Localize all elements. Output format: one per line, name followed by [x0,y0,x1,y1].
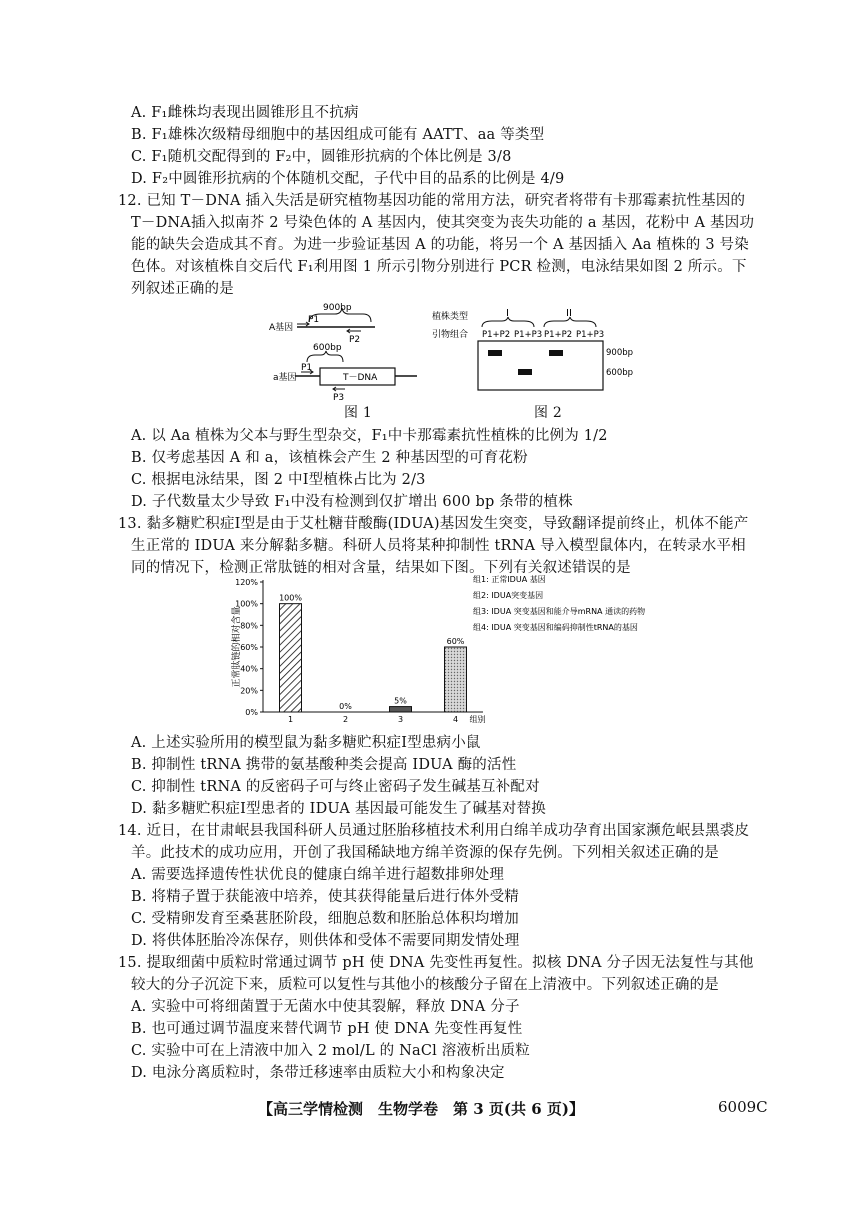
fig1-600bp-label: 600bp [313,343,342,353]
bars [279,594,466,712]
fig2-caption: 图 2 [534,405,562,421]
fig2-type2-label: II [566,308,572,319]
fig1-caption: 图 1 [344,405,372,421]
y-tick-label: 60% [240,643,258,652]
fig1-900bp-label: 900bp [323,303,352,313]
fig1-p1-label: P1 [308,315,320,325]
q12-stem-line: 能的缺失会造成其不育。为进一步验证基因 A 的功能，将另一个 A 基因插入 Aa 植株的 3 号染 [131,237,749,253]
fig2-primer-2: P1+P3 [514,330,543,340]
legend-entry: 组1: 正常IDUA 基因 [473,575,546,584]
q13-stem-line: 同的情况下，检测正常肽链的相对含量，结果如下图。下列有关叙述错误的是 [131,560,631,576]
fig1-a-gene-label: A基因 [269,323,294,333]
y-tick-label: 0% [245,708,258,717]
q11-option-d: D. F₂中圆锥形抗病的个体随机交配，子代中目的品系的比例是 4/9 [131,171,565,187]
legend-entry: 组3: IDUA 突变基因和能介导mRNA 通读的药物 [473,607,646,616]
q13-option-d: D. 黏多糖贮积症Ⅰ型患者的 IDUA 基因最可能发生了碱基对替换 [131,801,546,817]
q13-stem-line: 生正常的 IDUA 来分解黏多糖。科研人员将某种抑制性 tRNA 导入模型鼠体内，在转录水平相 [131,538,746,554]
page-footer: 【高三学情检测 生物学卷 第 3 页(共 6 页)】 [258,1100,584,1118]
y-tick-label: 20% [240,686,258,696]
q14-option-c: C. 受精卵发育至桑葚胚阶段，细胞总数和胚胎总体积均增加 [131,911,519,927]
q13-option-b: B. 抑制性 tRNA 携带的氨基酸种类会提高 IDUA 酶的活性 [131,757,517,773]
q12-option-c: C. 根据电泳结果，图 2 中Ⅰ型植株占比为 2/3 [131,472,426,488]
q14-option-a: A. 需要选择遗传性状优良的健康白绵羊进行超数排卵处理 [131,867,505,883]
bar-group-4 [445,647,467,712]
fig2-type1-label: I [506,308,509,319]
fig2-band-lane1-900 [488,350,502,356]
q14-stem-line: 14. 近日，在甘肃岷县我国科研人员通过胚胎移植技术利用白绵羊成功孕育出国家濒危岷县黑裘皮 [118,823,750,839]
fig2-band-lane3-900 [549,350,563,356]
fig2-row1-label: 植株类型 [432,312,469,322]
q12-option-d: D. 子代数量太少导致 F₁中没有检测到仅扩增出 600 bp 条带的植株 [131,494,573,510]
q13-option-a: A. 上述实验所用的模型鼠为黏多糖贮积症Ⅰ型患病小鼠 [131,735,481,751]
x-axis-title: 组别 [469,715,486,724]
bar-data-label: 100% [279,593,302,603]
q12-stem-line: 12. 已知 T－DNA 插入失活是研究植物基因功能的常用方法，研究者将带有卡那霉素抗性基因的 [118,193,746,209]
q11-option-a: A. F₁雌株均表现出圆锥形且不抗病 [131,105,359,121]
x-axis [263,712,486,724]
fig1-p2-label: P2 [349,335,361,345]
q12-stem-line: T－DNA插入拟南芥 2 号染色体的 A 基因内，使其突变为丧失功能的 a 基因，花粉中 A 基因功 [131,215,755,231]
q13-bar-chart [225,572,695,732]
q12-option-b: B. 仅考虑基因 A 和 a，该植株会产生 2 种基因型的可育花粉 [131,450,528,466]
q15-option-b: B. 也可通过调节温度来替代调节 pH 使 DNA 先变性再复性 [131,1021,523,1037]
y-tick-label: 80% [240,621,258,631]
bar-data-label: 0% [339,702,352,711]
q15-option-a: A. 实验中可将细菌置于无菌水中使其裂解，释放 DNA 分子 [131,999,520,1015]
q15-stem-line: 较大的分子沉淀下来，质粒可以复性与其他小的核酸分子留在上清液中。下列叙述正确的是 [131,977,719,993]
fig1-a-mut-label: a基因 [273,373,297,383]
x-tick-label: 4 [452,715,459,724]
paper-code: 6009C [718,1098,768,1116]
y-tick-label: 100% [235,599,258,609]
legend-entry: 组4: IDUA 突变基因和编码抑制性tRNA的基因 [473,623,638,632]
fig2-900bp-label: 900bp [606,348,634,358]
q11-option-c: C. F₁随机交配得到的 F₂中，圆锥形抗病的个体比例是 3/8 [131,149,512,165]
q14-option-b: B. 将精子置于获能液中培养，使其获得能量后进行体外受精 [131,889,519,905]
q15-option-d: D. 电泳分离质粒时，条带迁移速率由质粒大小和构象决定 [131,1065,505,1081]
fig2-row2-label: 引物组合 [432,330,469,340]
q12-stem-line: 色体。对该植株自交后代 F₁利用图 1 所示引物分别进行 PCR 检测，电泳结果如图 2 所示。下 [131,259,747,275]
x-tick-label: 3 [397,715,404,724]
chart-legend [473,574,645,632]
x-tick-label: 1 [287,715,294,724]
bar-data-label: 60% [446,637,465,646]
fig1-p1b-label: P1 [301,363,313,373]
x-tick-label: 2 [342,715,349,724]
y-tick-label: 40% [240,664,258,674]
fig2-primer-1: P1+P2 [482,330,511,340]
fig2-primer-3: P1+P2 [544,330,573,340]
legend-entry: 组2: IDUA突变基因 [473,591,544,600]
y-tick-label: 120% [235,578,258,587]
q14-stem-line: 羊。此技术的成功应用，开创了我国稀缺地方绵羊资源的保存先例。下列相关叙述正确的是 [131,845,719,861]
fig1-p3-label: P3 [333,393,345,403]
fig2-gel [478,341,603,390]
fig1-tdna-label: T－DNA [343,373,378,383]
bar-group-3 [390,707,412,712]
q11-option-b: B. F₁雄株次级精母细胞中的基因组成可能有 AATT、aa 等类型 [131,127,545,143]
fig2-primer-4: P1+P3 [576,330,605,340]
q13-stem-line: 13. 黏多糖贮积症Ⅰ型是由于艾杜糖苷酸酶(IDUA)基因发生突变，导致翻译提前终止，机体不能产 [118,516,749,532]
q15-option-c: C. 实验中可在上清液中加入 2 mol/L 的 NaCl 溶液析出质粒 [131,1043,530,1059]
fig2-band-lane2-600 [518,369,532,375]
q14-option-d: D. 将供体胚胎冷冻保存，则供体和受体不需要同期发情处理 [131,933,520,949]
bar-group-1 [280,604,302,712]
q13-option-c: C. 抑制性 tRNA 的反密码子可与终止密码子发生碱基互补配对 [131,779,540,795]
fig2-600bp-label: 600bp [606,368,634,378]
bar-data-label: 5% [394,696,407,706]
q12-stem-line: 列叙述正确的是 [131,281,234,297]
q12-option-a: A. 以 Aa 植株为父本与野生型杂交，F₁中卡那霉素抗性植株的比例为 1/2 [131,428,608,444]
chart-y-label: 正常肽链的相对含量 [232,606,242,688]
figure-2 [430,305,640,400]
q15-stem-line: 15. 提取细菌中质粒时常通过调节 pH 使 DNA 先变性再复性。拟核 DNA 分子因无法复性与其他 [118,955,754,971]
